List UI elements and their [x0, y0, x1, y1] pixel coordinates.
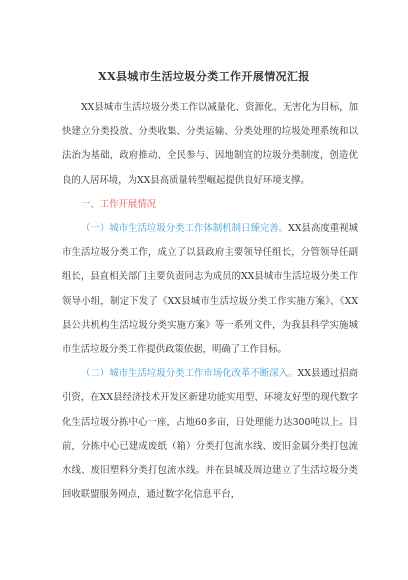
item1-text: XX县高度重视城市生活垃圾分类工作，成立了以县政府主要领导任组长，分管领导任副组长，县直相关部门主要负责同志为成员的XX县城市生活垃圾分类工作领导小组，制定下发了《XX县城市生活垃圾分类工作实施方案》、《XX县公共机构生活垃圾分类实施方案》等一系列文件，为我县科学实施城市生活垃圾分类工作提供政策依据，明确了工作目标。	[62, 223, 358, 356]
section-heading: 一、工作开展情况	[81, 198, 157, 210]
intro-paragraph: XX县城市生活垃圾分类工作以减量化、资源化、无害化为目标，加快建立分类投放、分类收集、分类运输、分类处理的垃圾处理系统和以法治为基础，政府推动、全民参与、因地制宜的垃圾分类制度，创造优良的人居环境，为XX县高质量转型崛起提供良好环境支撑。	[62, 102, 358, 186]
item1-paragraph	[62, 217, 358, 362]
item2-paragraph	[62, 362, 358, 507]
item2-text: XX县通过招商引资，在XX县经济技术开发区新建功能实用型、环境友好型的现代数字化生活垃圾分拣中心一座，占地60多亩，日处理能力达300吨以上。目前，分拣中心已建成废纸（箱）分类打包流水线、废旧金属分类打包流水线、废旧塑料分类打包流水线。并在县城及周边建立了生活垃圾分类回收联盟服务网点，通过数字化信息平台，	[62, 368, 358, 501]
document-body	[62, 96, 358, 507]
document-title: XX县城市生活垃圾分类工作开展情况汇报	[98, 70, 310, 83]
item2-heading: （二）城市生活垃圾分类工作市场化改革不断深入。	[81, 368, 298, 380]
item1-heading: （一）城市生活垃圾分类工作体制机制日臻完善。	[81, 223, 289, 235]
